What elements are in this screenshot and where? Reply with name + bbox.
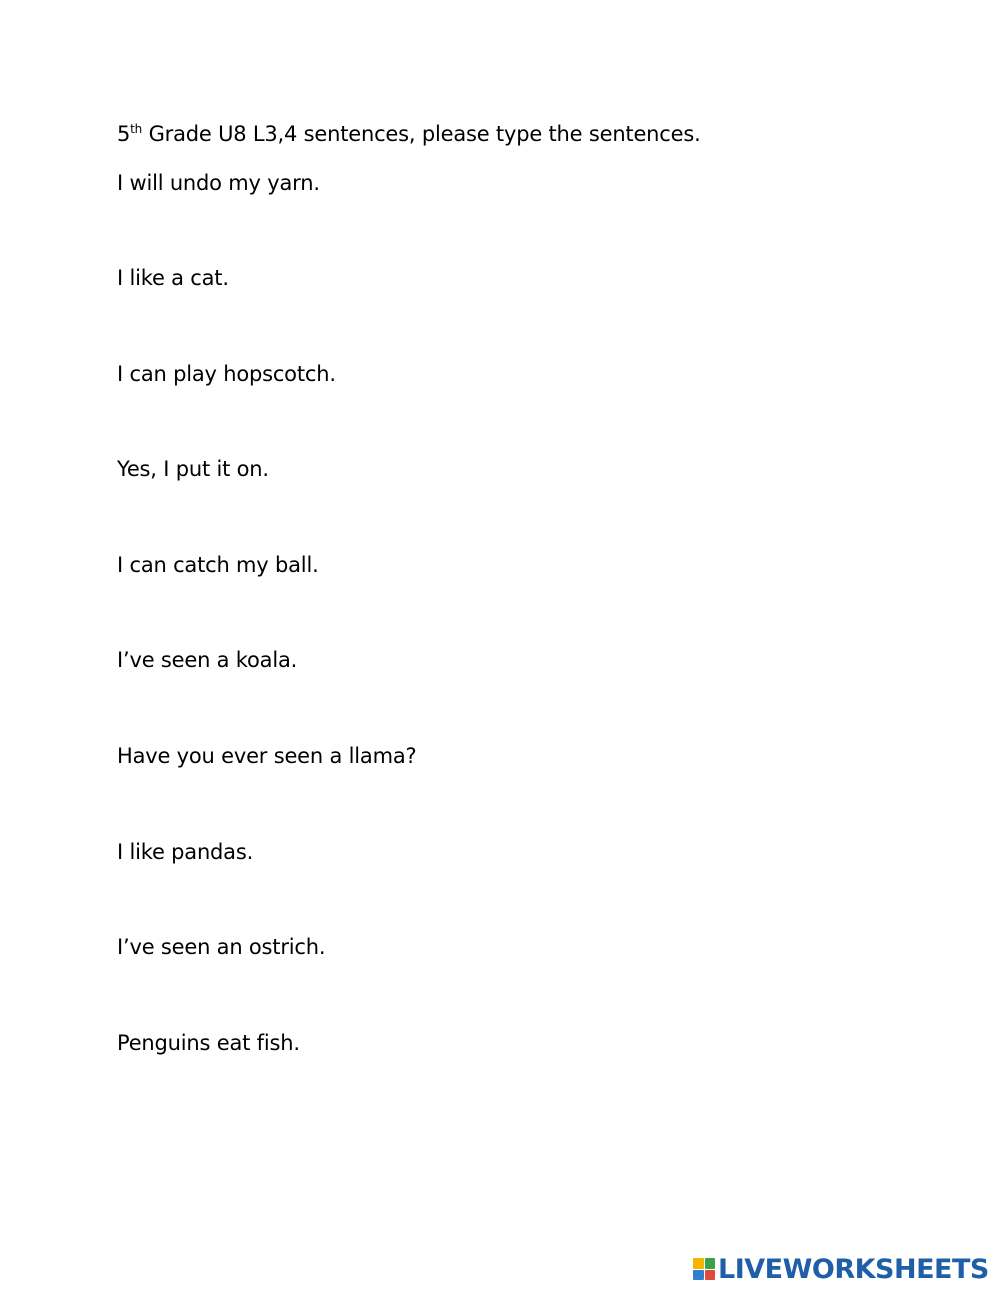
sentence-2: I like a cat. xyxy=(117,266,229,290)
worksheet-heading xyxy=(117,119,701,149)
heading-grade-suffix: th xyxy=(130,122,143,136)
sentence-5: I can catch my ball. xyxy=(117,553,319,577)
logo-square-4 xyxy=(705,1270,716,1281)
heading-grade-number: 5 xyxy=(117,122,131,146)
liveworksheets-logo-icon xyxy=(693,1258,715,1280)
logo-square-2 xyxy=(705,1258,716,1269)
sentence-3: I can play hopscotch. xyxy=(117,362,336,386)
sentence-1: I will undo my yarn. xyxy=(117,171,320,195)
sentence-9: I’ve seen an ostrich. xyxy=(117,935,326,959)
sentence-8: I like pandas. xyxy=(117,840,254,864)
heading-instructions: Grade U8 L3,4 sentences, please type the sentences. xyxy=(142,122,701,146)
liveworksheets-logo xyxy=(693,1255,989,1283)
logo-square-3 xyxy=(693,1270,704,1281)
sentence-10: Penguins eat fish. xyxy=(117,1031,300,1055)
sentence-4: Yes, I put it on. xyxy=(117,457,269,481)
sentence-6: I’ve seen a koala. xyxy=(117,648,298,672)
sentence-7: Have you ever seen a llama? xyxy=(117,744,417,768)
logo-square-1 xyxy=(693,1258,704,1269)
logo-text: LIVEWORKSHEETS xyxy=(718,1253,989,1285)
